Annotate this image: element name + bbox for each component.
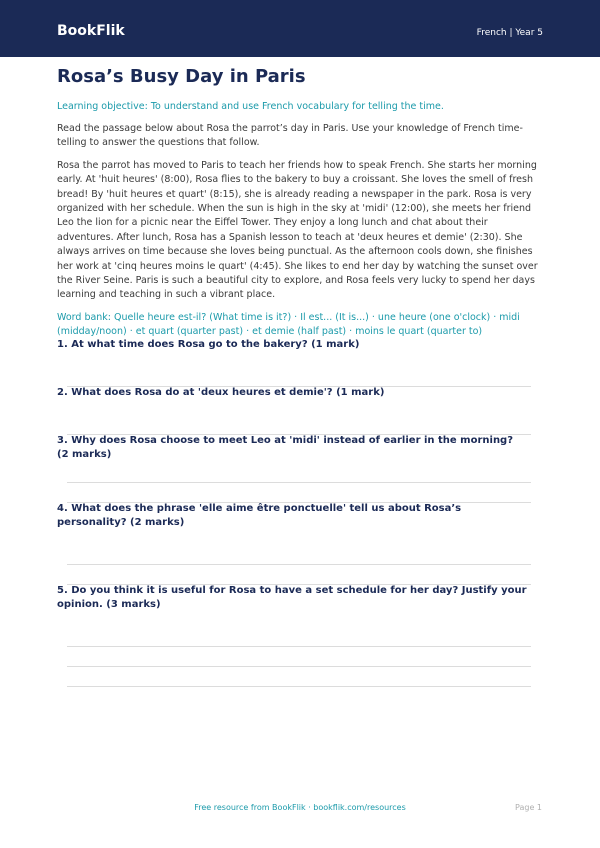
brand-logo[interactable]: BookFlik xyxy=(57,23,125,39)
passage-paragraph: Rosa the parrot has moved to Paris to teach her friends how to speak French. She starts her morning early. At 'huit heures' (8:00), Rosa flies to the bakery to buy a croissant. She loves the smell of fresh bread! By 'huit heures et quart' (8:15), she is already reading a newspaper in the park. Rosa is very organized with her schedule. When the sun is high in the sky at 'midi' (12:00), she meets her friend Leo the lion for a picnic near the Eiffel Tower. They enjoy a long lunch and chat about their adventures. After lunch, Rosa has a Spanish lesson to teach at 'deux heures et demie' (2:30). She always arrives on time because she loves being punctual. As the afternoon cools down, she finishes her work at 'cinq heures moins le quart' (4:45). She likes to end her day by watching the sunset over the River Seine. Paris is such a beautiful city to explore, and Rosa feels very lucky to spend her days learning and teaching in such a vibrant place. xyxy=(57,159,538,301)
answer-line[interactable] xyxy=(67,666,531,667)
answer-line[interactable] xyxy=(67,646,531,647)
intro-paragraph: Read the passage below about Rosa the parrot’s day in Paris. Use your knowledge of French time-telling to answer the questions that follow. xyxy=(57,123,523,149)
question-4: 4. What does the phrase 'elle aime être ponctuelle' tell us about Rosa’s personality? (2 marks) xyxy=(57,503,462,528)
page-number: Page 1 xyxy=(515,803,542,812)
answer-line[interactable] xyxy=(67,686,531,687)
header-bar xyxy=(0,0,600,57)
answer-line[interactable] xyxy=(67,564,531,565)
question-1: 1. At what time does Rosa go to the bakery? (1 mark) xyxy=(57,339,360,350)
question-3: 3. Why does Rosa choose to meet Leo at 'midi' instead of earlier in the morning? (2 marks) xyxy=(57,435,514,460)
subject-year-label: French | Year 5 xyxy=(476,28,543,38)
footer-credit[interactable]: Free resource from BookFlik · bookflik.com/resources xyxy=(194,803,406,812)
learning-objective: Learning objective: To understand and use French vocabulary for telling the time. xyxy=(57,101,444,112)
question-2: 2. What does Rosa do at 'deux heures et demie'? (1 mark) xyxy=(57,387,385,398)
word-bank: Word bank: Quelle heure est-il? (What time is it?) · Il est... (It is...) · une heure (one o'clock) · midi (midday/noon) · et quart (quarter past) · et demie (half past) · moins le quart (quarter to) xyxy=(57,311,520,337)
main-content xyxy=(57,66,543,339)
page-title: Rosa’s Busy Day in Paris xyxy=(57,66,306,87)
answer-line[interactable] xyxy=(67,482,531,483)
question-5: 5. Do you think it is useful for Rosa to have a set schedule for her day? Justify your opinion. (3 marks) xyxy=(57,585,527,610)
